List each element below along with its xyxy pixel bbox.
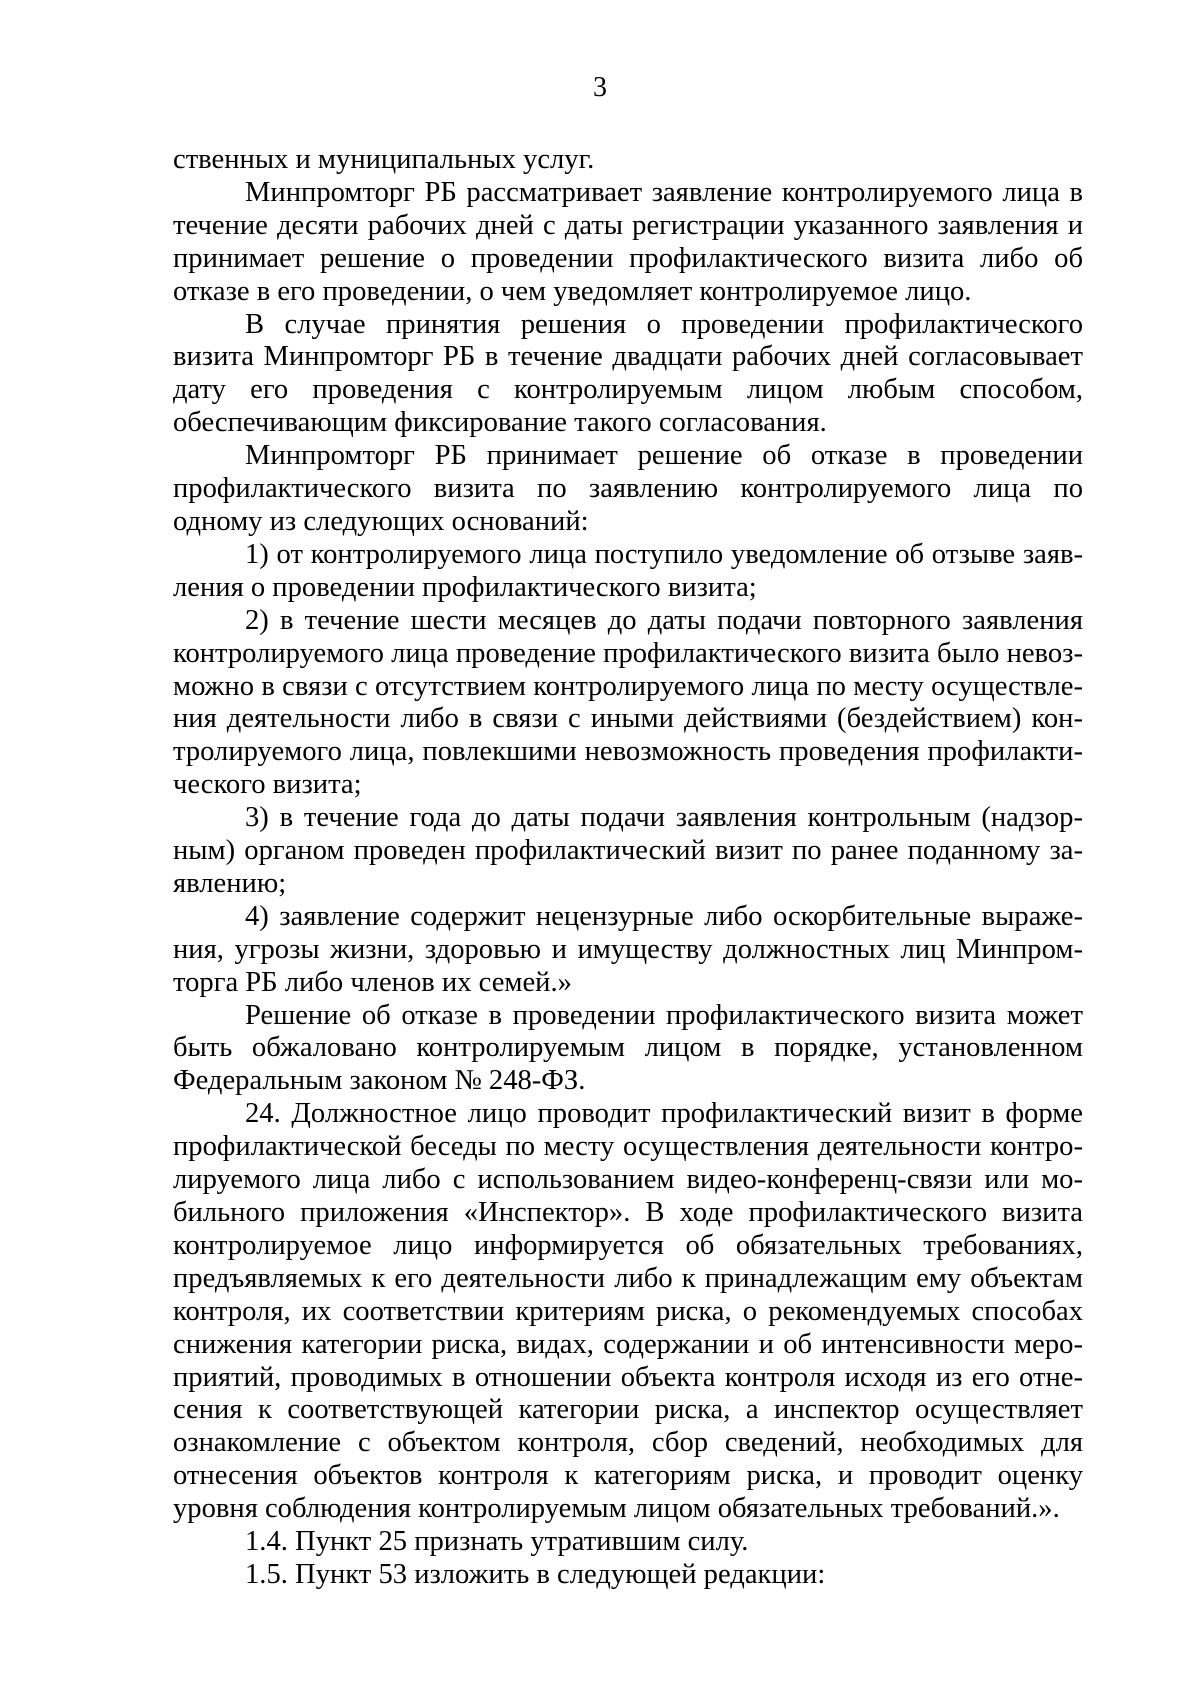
list-item-ground-4: 4) заявление содержит нецензурные либо оскорбительные выражения, угрозы жизни, здоровью и имуществу должностных лиц Минпромторга РБ либо членов их семей.» — [173, 900, 1083, 998]
paragraph-item-1-4: 1.4. Пункт 25 признать утратившим силу. — [245, 1526, 749, 1558]
paragraph-refusal-grounds: Минпромторг РБ принимает решение об отказе в проведении профилактического визита по заявлению контролируемого лица по одному из следующих оснований: — [173, 440, 1083, 537]
paragraph-appeal: Решение об отказе в проведении профилактического визита может быть обжаловано контролируемым лицом в порядке, установленном Федеральным законом № 248-ФЗ. — [173, 999, 1083, 1097]
list-item-ground-2: 2) в течение шести месяцев до даты подачи повторного заявления контролируемого лица проведение профилактического визита было невозможно в связи с отсутствием контролируемого лица по месту осуществления деятельности либо в связи с иными действиями (бездействием) контролируемого лица, повлекшими невозможность проведения профилактического визита; — [173, 604, 1083, 801]
list-item-ground-1: 1) от контролируемого лица поступило уведомление об отзыве заявления о проведении профилактического визита; — [173, 538, 1083, 603]
page-number: 3 — [593, 72, 607, 103]
list-item-ground-3: 3) в течение года до даты подачи заявления контрольным (надзорным) органом проведен профилактический визит по ранее поданному заявлению; — [173, 802, 1083, 899]
paragraph-review-period: Минпромторг РБ рассматривает заявление контролируемого лица в течение десяти рабочих дней с даты регистрации указанного заявления и принимает решение о проведении профилактического визита либо об отказе в его проведении, о чем уведомляет контролируемое лицо. — [173, 176, 1083, 307]
paragraph-item-1-5: 1.5. Пункт 53 изложить в следующей редакции: — [245, 1558, 826, 1590]
document-body — [173, 144, 1083, 1592]
paragraph-item-24: 24. Должностное лицо проводит профилактический визит в форме профилактической беседы по месту осуществления деятельности контролируемого лица либо с использованием видео-конференц-связи или мобильного приложения «Инспектор». В ходе профилактического визита контролируемое лицо информируется об обязательных требованиях, предъявляемых к его деятельности либо к принадлежащим ему объектам контроля, их соответствии критериям риска, о рекомендуемых способах снижения категории риска, видах, содержании и об интенсивности мероприятий, проводимых в отношении объекта контроля исходя из его отнесения к соответствующей категории риска, а инспектор осуществляет ознакомление с объектом контроля, сбор сведений, необходимых для отнесения объектов контроля к категориям риска, и проводит оценку уровня соблюдения контролируемым лицом обязательных требований.». — [173, 1098, 1083, 1525]
paragraph-continuation: ственных и муниципальных услуг. — [173, 144, 595, 175]
paragraph-date-agreement: В случае принятия решения о проведении профилактического визита Минпромторг РБ в течение двадцати рабочих дней согласовывает дату его проведения с контролируемым лицом любым способом, обеспечивающим фиксирование такого согласования. — [173, 308, 1083, 439]
